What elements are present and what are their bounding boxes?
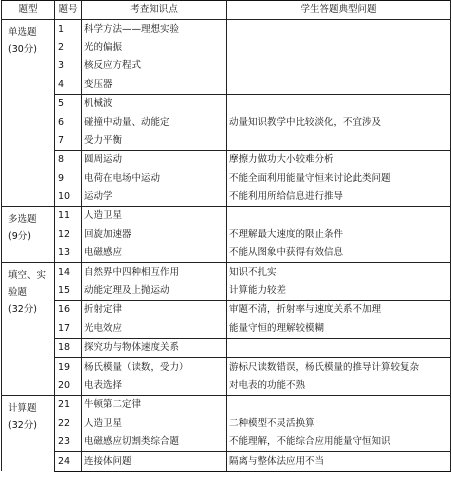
question-type-label: 多选题	[8, 214, 37, 226]
table-row	[2, 207, 451, 226]
question-number: 24	[55, 452, 82, 471]
knowledge-point: 变压器	[82, 76, 227, 95]
question-number: 21	[55, 396, 82, 415]
typical-problem: 计算能力较差	[227, 282, 451, 301]
table-row	[2, 320, 451, 339]
question-number: 13	[55, 244, 82, 263]
typical-problem: 不能从图象中获得有效信息	[227, 244, 451, 263]
question-number: 7	[55, 132, 82, 151]
question-type-label: 验题	[8, 287, 28, 299]
table-row	[2, 263, 451, 282]
question-type-label: (30分)	[8, 44, 38, 56]
question-type-cell	[2, 263, 55, 396]
question-number: 19	[55, 358, 82, 377]
question-type-label: 填空、实	[8, 270, 47, 282]
typical-problem: 审题不清，折射率与速度关系不加理	[227, 301, 451, 320]
exam-analysis-table	[1, 0, 451, 472]
table-row	[2, 377, 451, 396]
knowledge-point: 牛顿第二定律	[82, 396, 227, 415]
typical-problem: 能量守恒的理解较模糊	[227, 320, 451, 339]
typical-problem	[227, 132, 451, 151]
table-row	[2, 57, 451, 75]
knowledge-point: 电表选择	[82, 377, 227, 396]
typical-problem	[227, 20, 451, 39]
knowledge-point: 杨氏模量（读数，受力）	[82, 358, 227, 377]
knowledge-point: 连接体问题	[82, 452, 227, 471]
question-type-label: 计算题	[8, 403, 37, 415]
question-number: 15	[55, 282, 82, 301]
question-number: 17	[55, 320, 82, 339]
knowledge-point: 动能定理及上抛运动	[82, 282, 227, 301]
question-type-cell	[2, 20, 55, 207]
table-row	[2, 39, 451, 57]
table-row	[2, 20, 451, 39]
knowledge-point: 核反应方程式	[82, 57, 227, 75]
knowledge-point: 回旋加速器	[82, 226, 227, 244]
question-number: 22	[55, 415, 82, 433]
header-row	[2, 1, 451, 20]
knowledge-point: 电磁感应	[82, 244, 227, 263]
typical-problem: 不理解最大速度的限止条件	[227, 226, 451, 244]
typical-problem: 动量知识教学中比较淡化，不宜涉及	[227, 113, 451, 131]
header-typical-problem: 学生答题典型问题	[227, 1, 451, 20]
knowledge-point: 电荷在电场中运动	[82, 170, 227, 188]
table-row	[2, 433, 451, 452]
question-type-cell	[2, 396, 55, 472]
question-number: 4	[55, 76, 82, 95]
table-row	[2, 452, 451, 471]
header-type: 题型	[2, 1, 55, 20]
knowledge-point: 人造卫星	[82, 207, 227, 226]
knowledge-point: 受力平衡	[82, 132, 227, 151]
typical-problem	[227, 339, 451, 358]
question-number: 5	[55, 94, 82, 113]
typical-problem: 知识不扎实	[227, 263, 451, 282]
typical-problem: 二种模型不灵活换算	[227, 415, 451, 433]
knowledge-point: 自然界中四种相互作用	[82, 263, 227, 282]
question-number: 18	[55, 339, 82, 358]
typical-problem: 不能理解，不能综合应用能量守恒知识	[227, 433, 451, 452]
table-row	[2, 132, 451, 151]
knowledge-point: 机械波	[82, 94, 227, 113]
typical-problem: 游标尺读数错误，杨氏模量的推导计算较复杂	[227, 358, 451, 377]
table-row	[2, 415, 451, 433]
header-knowledge-point: 考查知识点	[82, 1, 227, 20]
table-row	[2, 76, 451, 95]
table-row	[2, 151, 451, 170]
knowledge-point: 折射定律	[82, 301, 227, 320]
typical-problem: 摩擦力做功大小较难分析	[227, 151, 451, 170]
question-number: 14	[55, 263, 82, 282]
typical-problem	[227, 396, 451, 415]
question-number: 20	[55, 377, 82, 396]
typical-problem	[227, 207, 451, 226]
knowledge-point: 电磁感应切割类综合题	[82, 433, 227, 452]
question-type-label: 单选题	[8, 27, 37, 39]
question-number: 10	[55, 188, 82, 207]
knowledge-point: 探究功与物体速度关系	[82, 339, 227, 358]
table-row	[2, 94, 451, 113]
header-number: 题号	[55, 1, 82, 20]
table-row	[2, 358, 451, 377]
question-number: 2	[55, 39, 82, 57]
question-number: 9	[55, 170, 82, 188]
typical-problem	[227, 76, 451, 95]
typical-problem	[227, 39, 451, 57]
question-number: 8	[55, 151, 82, 170]
question-number: 6	[55, 113, 82, 131]
table-row	[2, 226, 451, 244]
knowledge-point: 科学方法——理想实验	[82, 20, 227, 39]
question-number: 12	[55, 226, 82, 244]
table-row	[2, 282, 451, 301]
knowledge-point: 人造卫星	[82, 415, 227, 433]
question-type-cell	[2, 207, 55, 263]
knowledge-point: 运动学	[82, 188, 227, 207]
knowledge-point: 圆周运动	[82, 151, 227, 170]
table-row	[2, 396, 451, 415]
question-number: 23	[55, 433, 82, 452]
question-number: 11	[55, 207, 82, 226]
table-body	[2, 20, 451, 471]
table-row	[2, 301, 451, 320]
question-number: 16	[55, 301, 82, 320]
knowledge-point: 碰撞中动量、动能定	[82, 113, 227, 131]
knowledge-point: 光电效应	[82, 320, 227, 339]
table-row	[2, 188, 451, 207]
table-row	[2, 113, 451, 131]
typical-problem	[227, 57, 451, 75]
question-type-label: (9分)	[8, 231, 31, 243]
table-header	[2, 1, 451, 20]
table-row	[2, 170, 451, 188]
knowledge-point: 光的偏振	[82, 39, 227, 57]
typical-problem: 隔离与整体法应用不当	[227, 452, 451, 471]
question-type-label: (32分)	[8, 304, 38, 316]
table-row	[2, 244, 451, 263]
table-row	[2, 339, 451, 358]
typical-problem	[227, 94, 451, 113]
typical-problem: 不能利用所给信息进行推导	[227, 188, 451, 207]
typical-problem: 对电表的功能不熟	[227, 377, 451, 396]
question-type-label: (32分)	[8, 420, 38, 432]
question-number: 1	[55, 20, 82, 39]
typical-problem: 不能全面利用能量守恒来讨论此类问题	[227, 170, 451, 188]
question-number: 3	[55, 57, 82, 75]
